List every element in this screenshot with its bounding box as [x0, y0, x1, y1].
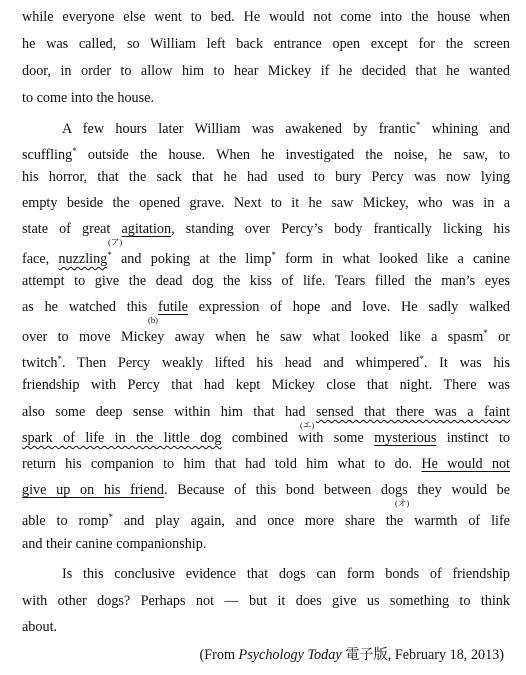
question-marker-b: (b)	[148, 315, 158, 325]
footnote-asterisk: *	[57, 354, 62, 364]
underlined-phrase-would-not: He would not	[421, 456, 510, 472]
text-line: give up on his friend. Because of this bond between dogs they would be	[22, 482, 510, 498]
underlined-phrase-sensed: sensed that there was a faint	[315, 404, 510, 420]
text-line: over to move Mickey away when he saw what looked like a spasm* or	[22, 328, 510, 345]
underlined-word-agitation: agitation	[121, 221, 172, 237]
text-line: with other dogs? Perhaps not — but it does give us something to think	[22, 593, 510, 609]
text-line: while everyone else went to bed. He would not come into the house when	[22, 9, 510, 25]
text-line: door, in order to allow him to hear Mickey if he decided that he wanted	[22, 63, 510, 79]
underlined-word-nuzzling: nuzzling	[58, 251, 108, 267]
question-marker-a: (ア)	[108, 237, 123, 247]
text-line: state of great agitation, standing over Percy’s body frantically licking his	[22, 221, 510, 237]
footnote-asterisk: *	[107, 250, 112, 260]
question-marker-o: (オ)	[395, 498, 410, 508]
text-line: attempt to give the dead dog the kiss of life. Tears filled the man’s eyes	[22, 273, 510, 289]
source-citation: (From Psychology Today 電子版, February 18, 2013)	[199, 647, 504, 663]
text-line: scuffling* outside the house. When he investigated the noise, he saw, to	[22, 146, 510, 163]
footnote-asterisk: *	[415, 120, 421, 130]
footnote-asterisk: *	[271, 250, 276, 260]
text-line: twitch*. Then Percy weakly lifted his head and whimpered*. It was his	[22, 354, 510, 371]
text-line: also some deep sense within him that had sensed that there was a faint	[22, 404, 510, 420]
text-line: return his companion to him that had told him what to do. He would not	[22, 456, 510, 472]
text-line: Is this conclusive evidence that dogs can form bonds of friendship	[62, 566, 510, 582]
text-line: he was called, so William left back entrance open except for the screen	[22, 36, 510, 52]
text-line: his horror, that the sack that he had used to bury Percy was now lying	[22, 169, 510, 185]
question-marker-e: (エ)	[300, 420, 315, 430]
text-line: about.	[22, 619, 58, 635]
text-line: and their canine companionship.	[22, 536, 207, 552]
text-line: spark of life in the little dog combined with some mysterious instinct to	[22, 430, 510, 446]
underlined-phrase-spark: spark of life in the little dog	[22, 430, 222, 446]
text-line: as he watched this futile expression of hope and love. He sadly walked	[22, 299, 510, 315]
text-line: able to romp* and play again, and once more share the warmth of life	[22, 512, 510, 529]
source-publication-title: Psychology Today	[238, 647, 342, 663]
footnote-asterisk: *	[108, 512, 113, 522]
underlined-phrase-give-up: give up on his friend	[22, 482, 164, 498]
underlined-word-futile: futile	[158, 299, 188, 315]
text-line: A few hours later William was awakened by frantic* whining and	[62, 120, 510, 137]
underlined-word-mysterious: mysterious	[374, 430, 437, 446]
footnote-asterisk: *	[483, 328, 488, 338]
text-line: to come into the house.	[22, 90, 154, 106]
footnote-asterisk: *	[419, 354, 424, 364]
text-line: face, nuzzling* and poking at the limp* form in what looked like a canine	[22, 250, 510, 267]
text-line: friendship with Percy that had kept Mickey close that night. There was	[22, 377, 510, 393]
text-line: empty beside the opened grave. Next to it he saw Mickey, who was in a	[22, 195, 510, 211]
footnote-asterisk: *	[72, 146, 77, 156]
